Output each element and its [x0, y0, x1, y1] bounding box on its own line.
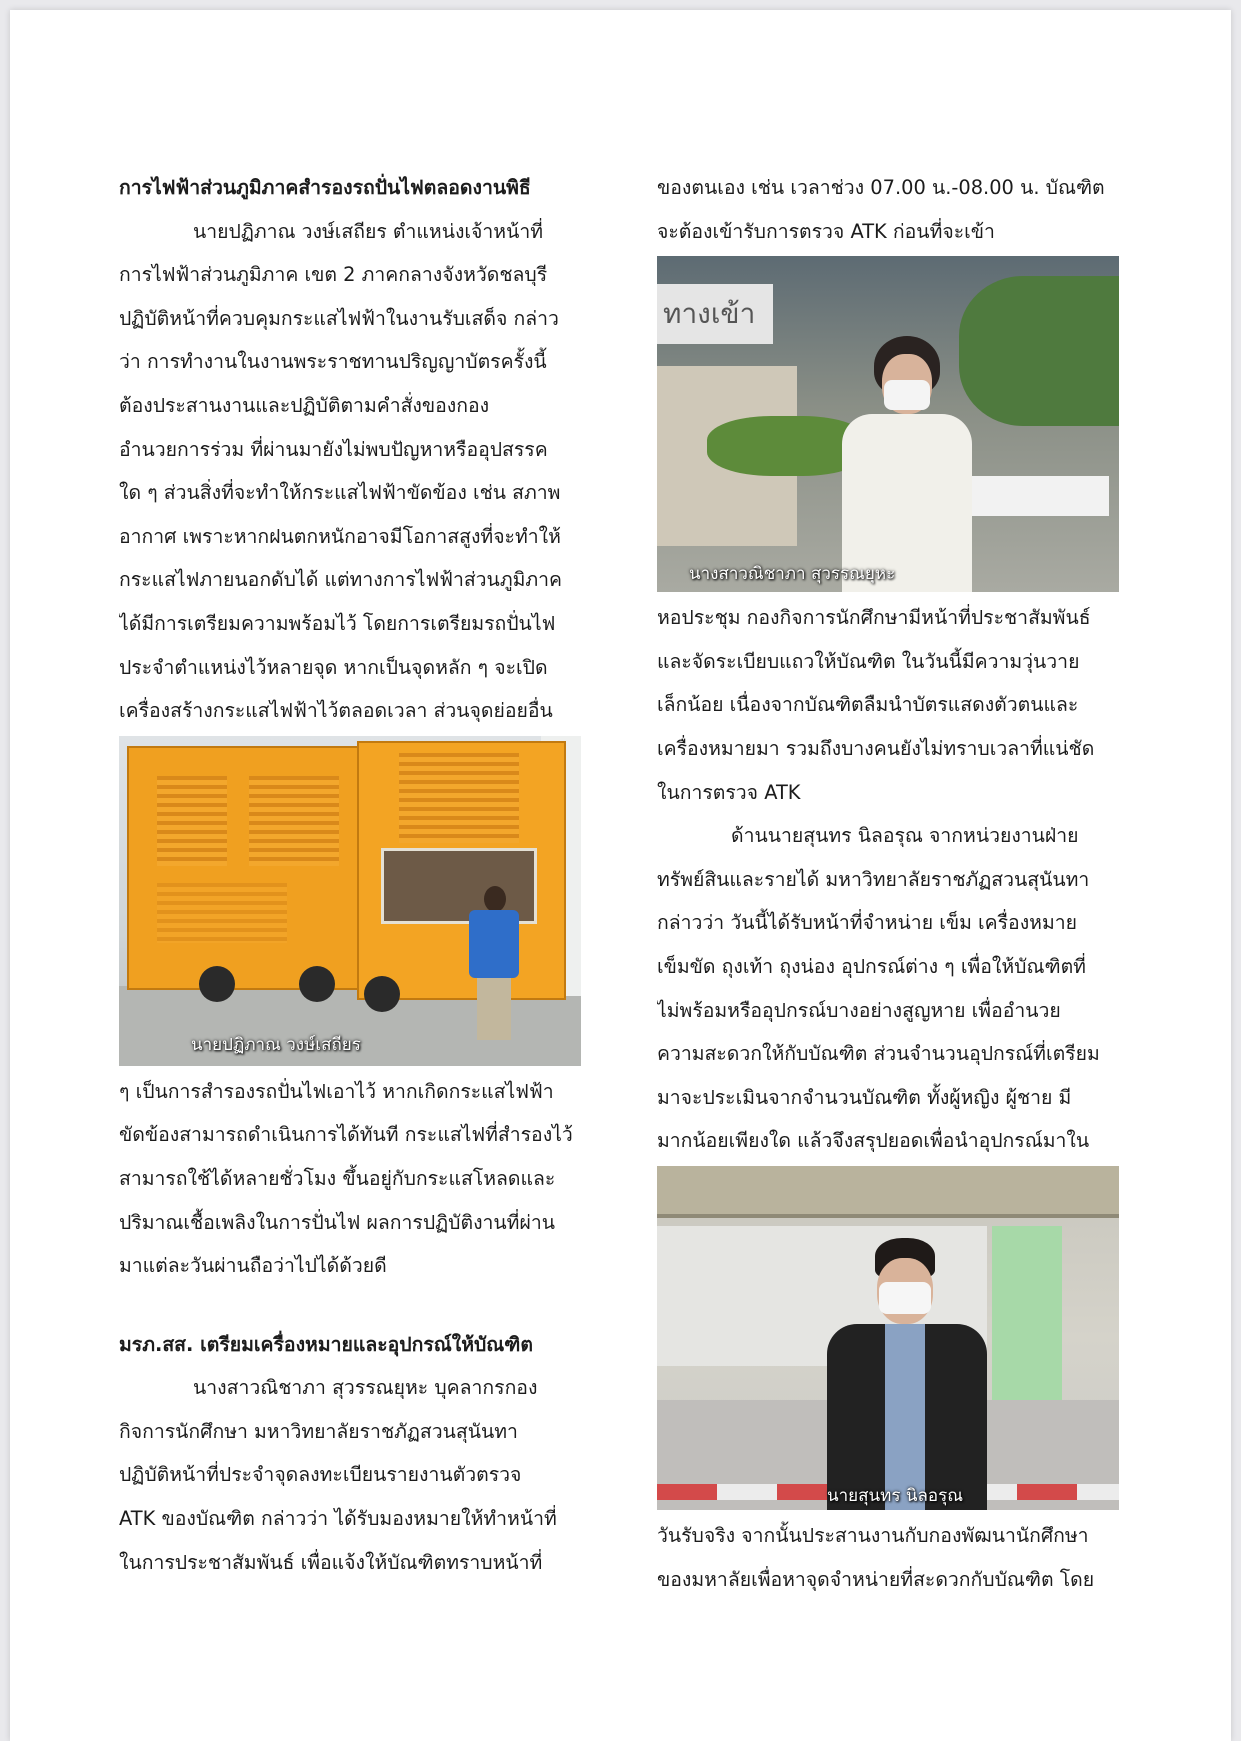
- paragraph-line: เครื่องสร้างกระแสไฟฟ้าไว้ตลอดเวลา ส่วนจุดย่อยอื่น: [119, 699, 553, 723]
- paragraph-line: ขัดข้องสามารถดำเนินการได้ทันที กระแสไฟที่สำรองไว้: [119, 1123, 573, 1147]
- paragraph-line: สามารถใช้ได้หลายชั่วโมง ขึ้นอยู่กับกระแสโหลดและ: [119, 1166, 556, 1190]
- paragraph-line: กระแสไฟภายนอกดับได้ แต่ทางการไฟฟ้าส่วนภูมิภาค: [119, 568, 563, 592]
- paragraph-line: ใด ๆ ส่วนสิ่งที่จะทำให้กระแสไฟฟ้าขัดข้อง เช่น สภาพ: [119, 481, 561, 505]
- paragraph-line: กล่าวว่า วันนี้ได้รับหน้าที่จำหน่าย เข็ม เครื่องหมาย: [657, 911, 1077, 935]
- paragraph-line: อำนวยการร่วม ที่ผ่านมายังไม่พบปัญหาหรืออุปสรรค: [119, 437, 548, 461]
- photo-caption: นายปฏิภาณ วงษ์เสถียร: [191, 1034, 361, 1055]
- section-heading-university: มรภ.สส. เตรียมเครื่องหมายและอุปกรณ์ให้บัณฑิต: [119, 1332, 533, 1356]
- paragraph-line: จะต้องเข้ารับการตรวจ ATK ก่อนที่จะเข้า: [657, 219, 995, 243]
- paragraph-line: ในการประชาสัมพันธ์ เพื่อแจ้งให้บัณฑิตทราบหน้าที่: [119, 1550, 543, 1574]
- document-page: [10, 10, 1231, 1741]
- paragraph-line: เครื่องหมายมา รวมถึงบางคนยังไม่ทราบเวลาที่แน่ชัด: [657, 736, 1095, 760]
- paragraph-line: การไฟฟ้าส่วนภูมิภาค เขต 2 ภาคกลางจังหวัดชลบุรี: [119, 263, 548, 287]
- photo-registration-officer: [657, 256, 1119, 592]
- paragraph-line: ของตนเอง เช่น เวลาช่วง 07.00 น.-08.00 น. บัณฑิต: [657, 176, 1105, 199]
- right-column: [657, 166, 1119, 1601]
- left-column: [119, 166, 581, 1584]
- photo-merchandise-officer: [657, 1166, 1119, 1510]
- paragraph-line: ในการตรวจ ATK: [657, 780, 801, 804]
- paragraph-line: ไม่พร้อมหรืออุปกรณ์บางอย่างสูญหาย เพื่ออำนวย: [657, 998, 1061, 1022]
- generator-truck-right: [357, 741, 566, 1000]
- photo-caption: นางสาวณิชาภา สุวรรณยุหะ: [689, 564, 896, 585]
- paragraph-line: ๆ เป็นการสำรองรถปั่นไฟเอาไว้ หากเกิดกระแสไฟฟ้า: [119, 1079, 554, 1103]
- section-heading-electricity: การไฟฟ้าส่วนภูมิภาคสำรองรถปั่นไฟตลอดงานพิธี: [119, 176, 531, 199]
- paragraph-line: อากาศ เพราะหากฝนตกหนักอาจมีโอกาสสูงที่จะทำให้: [119, 524, 561, 548]
- paragraph-line: เข็มขัด ถุงเท้า ถุงน่อง อุปกรณ์ต่าง ๆ เพื่อให้บัณฑิตที่: [657, 954, 1086, 978]
- paragraph-line: ทรัพย์สินและรายได้ มหาวิทยาลัยราชภัฏสวนสุนันทา: [657, 867, 1090, 891]
- paragraph-line: ความสะดวกให้กับบัณฑิต ส่วนจำนวนอุปกรณ์ที่เตรียม: [657, 1042, 1100, 1066]
- paragraph-line: ปริมาณเชื้อเพลิงในการปั่นไฟ ผลการปฏิบัติงานที่ผ่าน: [119, 1210, 555, 1234]
- paragraph-line: ด้านนายสุนทร นิลอรุณ จากหน่วยงานฝ่าย: [731, 824, 1079, 848]
- entrance-sign: ทางเข้า: [657, 284, 773, 344]
- woman-figure: [842, 336, 972, 592]
- photo-generators: [119, 736, 581, 1066]
- paragraph-line: มาแต่ละวันผ่านถือว่าไปได้ด้วยดี: [119, 1254, 387, 1278]
- paragraph-line: ของมหาลัยเพื่อหาจุดจำหน่ายที่สะดวกกับบัณฑิต โดย: [657, 1567, 1095, 1591]
- paragraph-line: มากน้อยเพียงใด แล้วจึงสรุปยอดเพื่อนำอุปกรณ์มาใน: [657, 1129, 1090, 1153]
- paragraph-line: ปฏิบัติหน้าที่ควบคุมกระแสไฟฟ้าในงานรับเสด็จ กล่าว: [119, 306, 559, 330]
- paragraph-line: เล็กน้อย เนื่องจากบัณฑิตลืมนำบัตรแสดงตัวตนและ: [657, 693, 1079, 717]
- paragraph-line: วันรับจริง จากนั้นประสานงานกับกองพัฒนานักศึกษา: [657, 1523, 1089, 1547]
- paragraph-line: นายปฏิภาณ วงษ์เสถียร ตำแหน่งเจ้าหน้าที่: [193, 219, 544, 243]
- paragraph-line: ต้องประสานงานและปฏิบัติตามคำสั่งของกอง: [119, 393, 490, 417]
- paragraph-line: ได้มีการเตรียมความพร้อมไว้ โดยการเตรียมรถปั่นไฟ: [119, 611, 556, 635]
- paragraph-line: กิจการนักศึกษา มหาวิทยาลัยราชภัฏสวนสุนันทา: [119, 1419, 518, 1443]
- generator-truck-left: [127, 746, 361, 990]
- person-figure: [469, 886, 519, 1046]
- paragraph-line: และจัดระเบียบแถวให้บัณฑิต ในวันนี้มีความวุ่นวาย: [657, 649, 1080, 673]
- man-figure: [827, 1238, 987, 1510]
- paragraph-line: นางสาวณิชาภา สุวรรณยุหะ บุคลากรกอง: [193, 1376, 538, 1400]
- paragraph-line: หอประชุม กองกิจการนักศึกษามีหน้าที่ประชาสัมพันธ์: [657, 606, 1091, 630]
- paragraph-line: ว่า การทำงานในงานพระราชทานปริญญาบัตรครั้งนี้: [119, 350, 547, 374]
- photo-caption: นายสุนทร นิลอรุณ: [827, 1485, 964, 1506]
- paragraph-line: ปฏิบัติหน้าที่ประจำจุดลงทะเบียนรายงานตัวตรวจ: [119, 1463, 522, 1487]
- paragraph-line: มาจะประเมินจากจำนวนบัณฑิต ทั้งผู้หญิง ผู้ชาย มี: [657, 1085, 1072, 1109]
- paragraph-line: ประจำตำแหน่งไว้หลายจุด หากเป็นจุดหลัก ๆ จะเปิด: [119, 655, 548, 679]
- paragraph-line: ATK ของบัณฑิต กล่าวว่า ได้รับมองหมายให้ทำหน้าที่: [119, 1507, 557, 1531]
